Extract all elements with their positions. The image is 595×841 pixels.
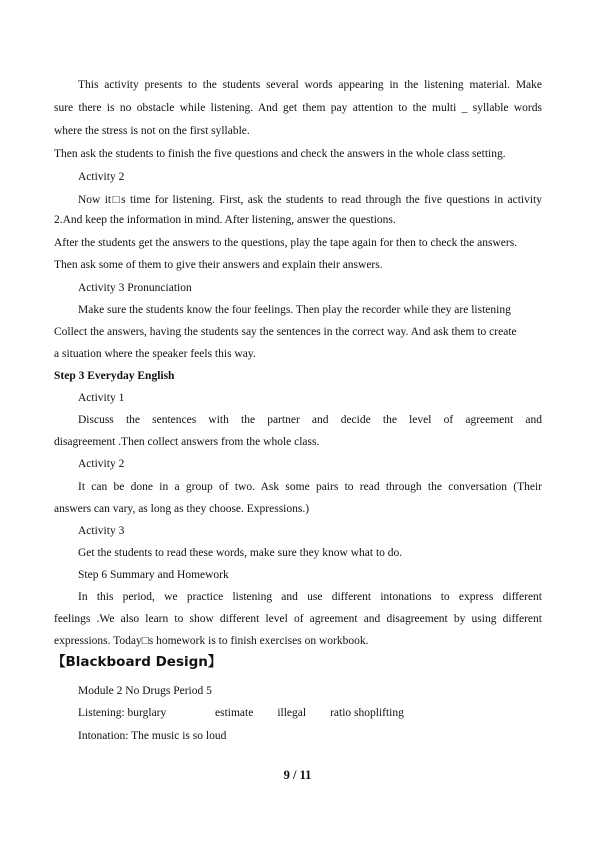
- paragraph-line: Discuss the sentences with the partner and decide the level of agreement and: [78, 414, 542, 426]
- paragraph-line: answers can vary, as long as they choose. Expressions.): [54, 503, 310, 515]
- paragraph-line: Collect the answers, having the students say the sentences in the correct way. And ask them to create: [54, 326, 517, 338]
- paragraph-line: Make sure the students know the four feelings. Then play the recorder while they are listening: [78, 304, 511, 316]
- paragraph-line: Then ask some of them to give their answers and explain their answers.: [54, 259, 383, 271]
- activity-heading: Activity 1: [78, 392, 125, 404]
- paragraph-line: disagreement .Then collect answers from the whole class.: [54, 436, 320, 448]
- activity-heading: Activity 3: [78, 525, 125, 537]
- page-number: 9 / 11: [283, 768, 312, 782]
- vocab-word: ratio shoplifting: [330, 707, 404, 719]
- paragraph-line: a situation where the speaker feels this way.: [54, 348, 256, 360]
- paragraph-line: This activity presents to the students several words appearing in the listening material. Make: [78, 79, 542, 91]
- vocab-word: estimate: [215, 707, 254, 719]
- listening-label: Listening: burglary: [78, 707, 167, 719]
- paragraph-line: Then ask the students to finish the five questions and check the answers in the whole class setting.: [54, 148, 506, 160]
- paragraph-line: 2.And keep the information in mind. After listening, answer the questions.: [54, 214, 396, 226]
- blackboard-intonation: Intonation: The music is so loud: [78, 730, 227, 742]
- activity-heading: Activity 3 Pronunciation: [78, 282, 192, 294]
- blackboard-title: Module 2 No Drugs Period 5: [78, 685, 212, 697]
- paragraph-line: where the stress is not on the first syllable.: [54, 125, 250, 137]
- paragraph-line: sure there is no obstacle while listening. And get them pay attention to the multi _ syllable words: [54, 102, 542, 114]
- paragraph-line: After the students get the answers to the questions, play the tape again for then to check the answers.: [54, 237, 518, 249]
- step-heading: Step 3 Everyday English: [54, 370, 175, 382]
- blackboard-heading: 【Blackboard Design】: [52, 654, 222, 670]
- paragraph-line: Get the students to read these words, make sure they know what to do.: [78, 547, 403, 559]
- paragraph-line: In this period, we practice listening and use different intonations to express different: [78, 591, 542, 603]
- paragraph-line: expressions. Today□s homework is to finish exercises on workbook.: [54, 635, 369, 647]
- activity-heading: Activity 2: [78, 458, 125, 470]
- step-heading: Step 6 Summary and Homework: [78, 569, 229, 581]
- paragraph-line: It can be done in a group of two. Ask some pairs to read through the conversation (Their: [78, 481, 542, 493]
- paragraph-line: feelings .We also learn to show different level of agreement and disagreement by using different: [54, 613, 542, 625]
- activity-heading: Activity 2: [78, 171, 125, 183]
- vocab-word: illegal: [277, 707, 307, 719]
- paragraph-line: Now it□s time for listening. First, ask the students to read through the five questions in activity: [78, 194, 542, 206]
